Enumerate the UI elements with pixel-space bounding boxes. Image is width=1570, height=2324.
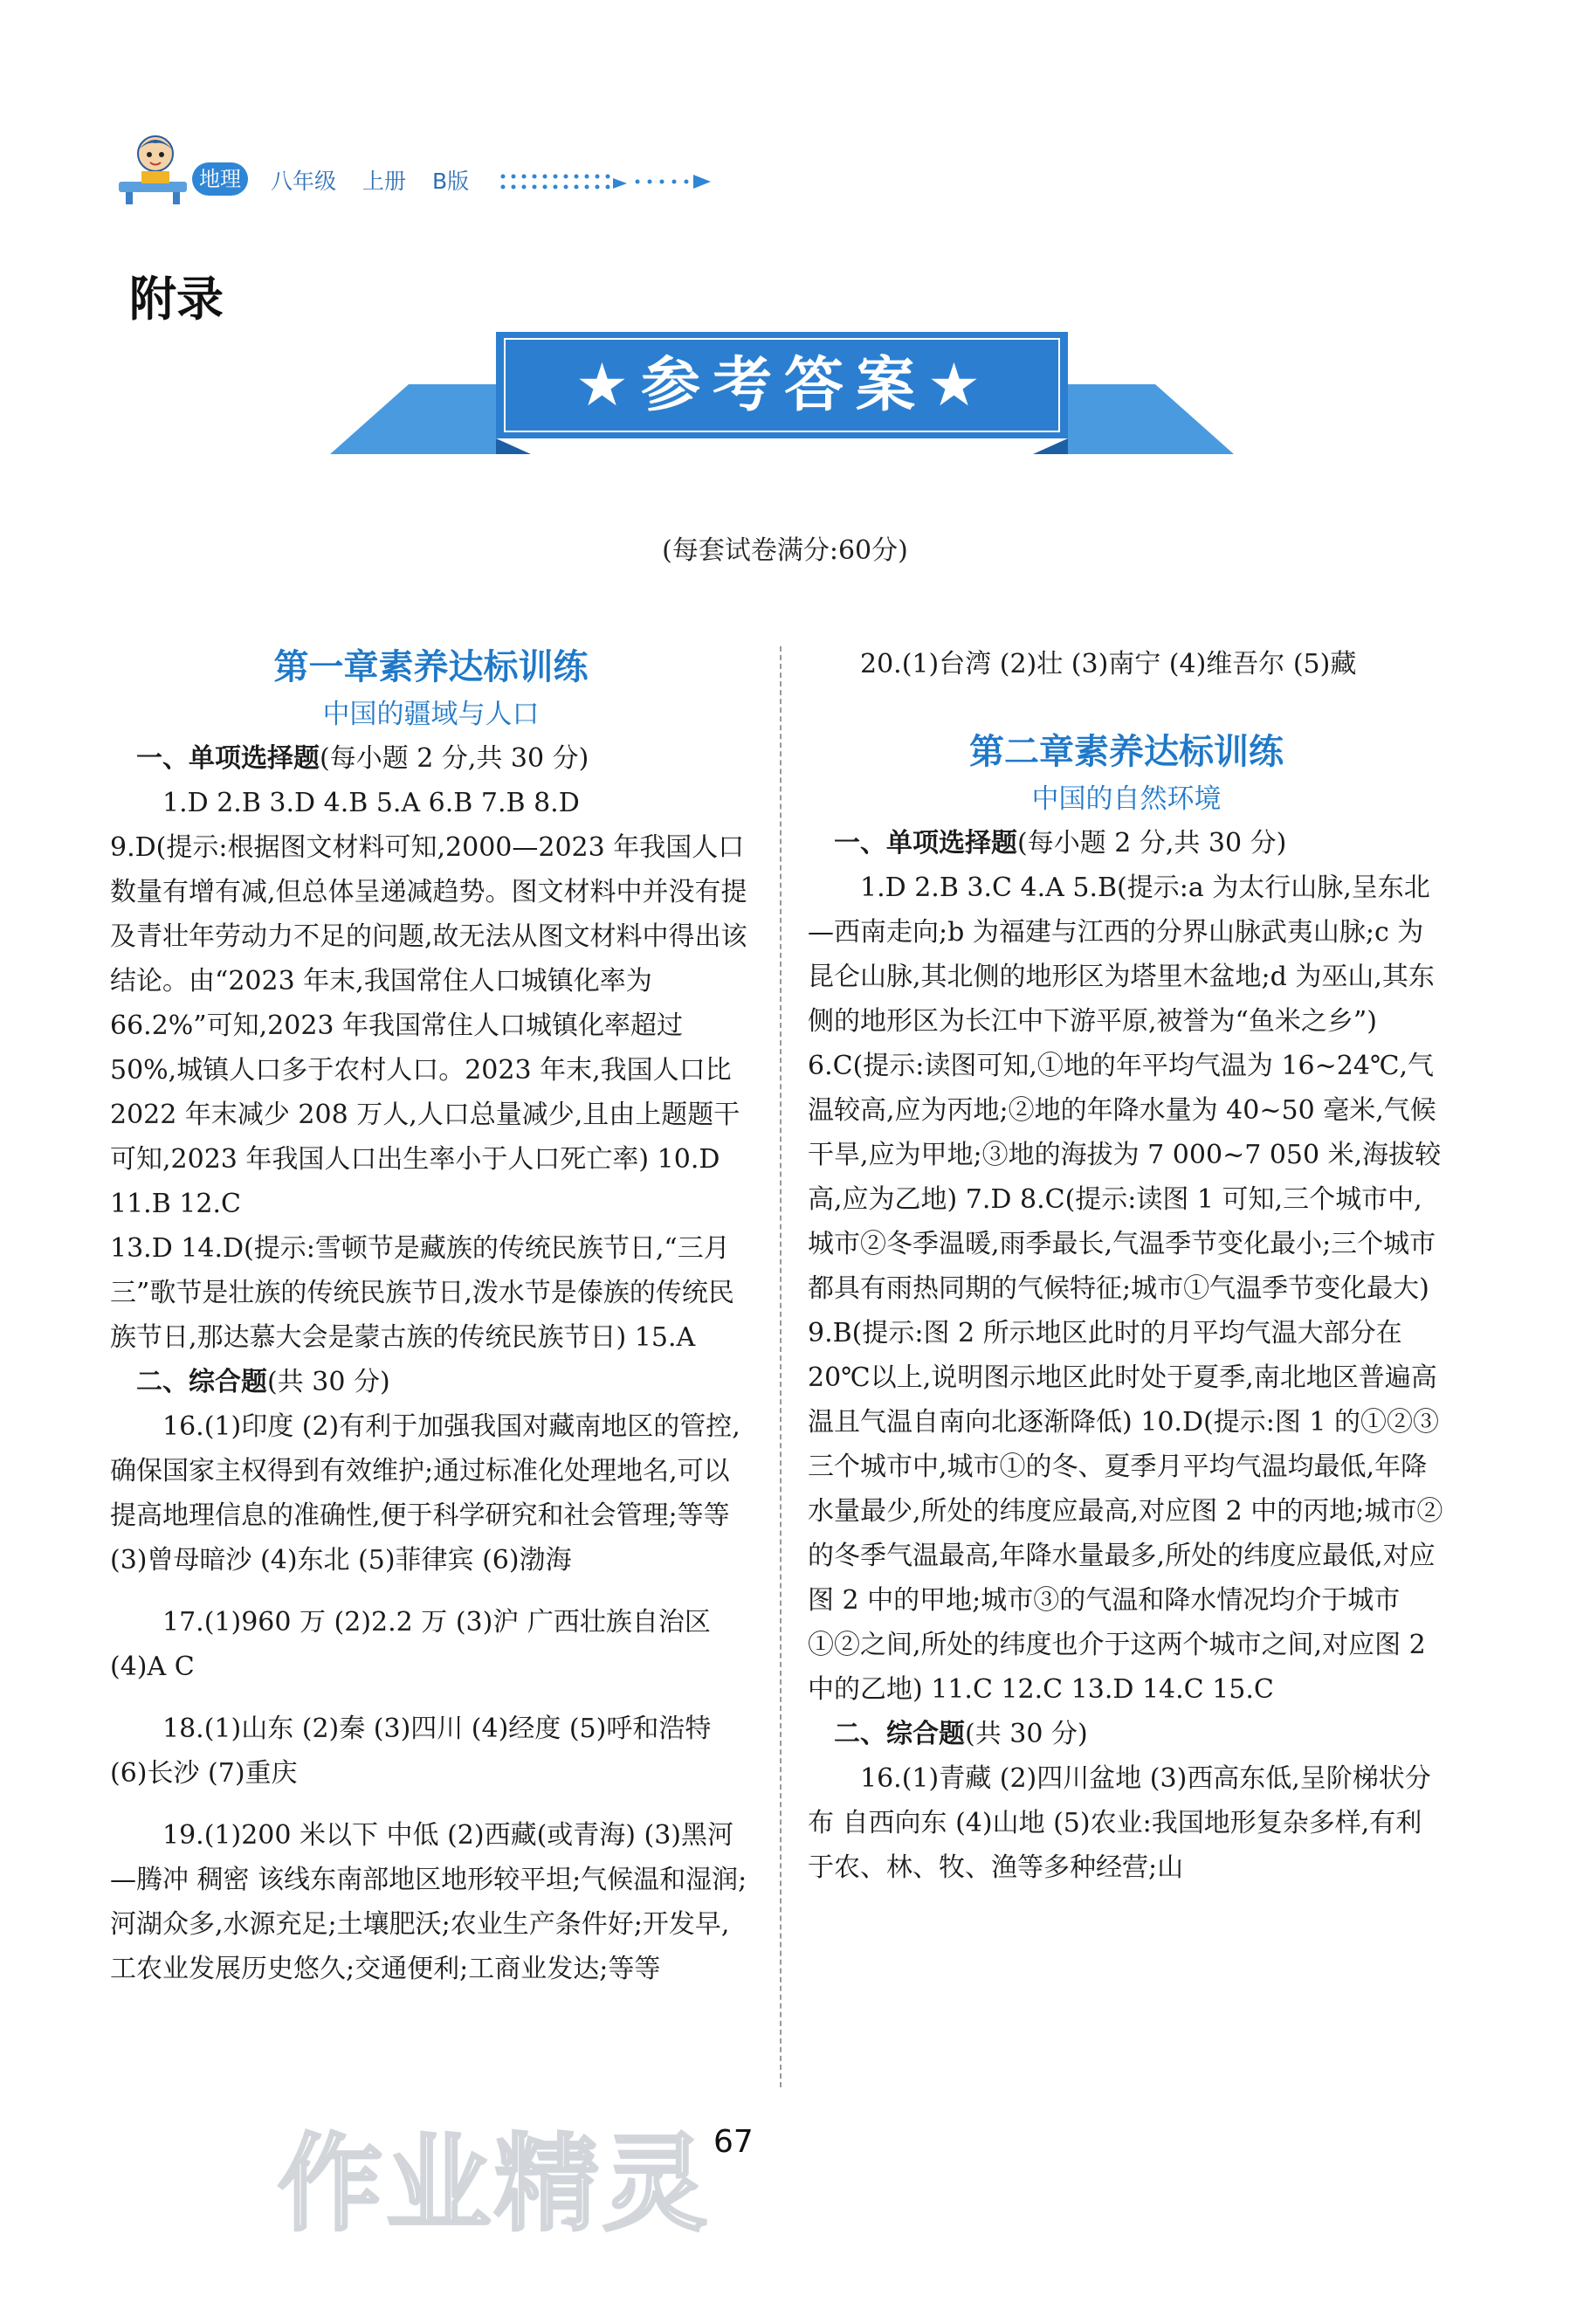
section-title: 一、单项选择题 [834,828,1017,859]
column-divider [780,646,782,2087]
section-note: (每小题 2 分,共 30 分) [320,743,589,774]
chapter1-subtitle: 中国的疆域与人口 [322,699,540,730]
answer-item: 16.(1)青藏 (2)四川盆地 (3)西高东低,呈阶梯状分布 自西向东 (4)山地 (5)农业:我国地形复杂多样,有利于农、林、牧、渔等多种经营;山 [808,1763,1431,1883]
watermark: 作业精灵 [278,2124,711,2245]
section-heading [110,736,752,781]
appendix-title: 附录 [129,272,224,327]
volume-label: 上册 [362,169,406,194]
answer-item: 17.(1)960 万 (2)2.2 万 (3)沪 广西壮族自治区 (4)A C [110,1607,711,1682]
dotted-arrow-icon [498,169,760,196]
section-heading [808,1712,1445,1756]
section-note: (每小题 2 分,共 30 分) [1017,828,1287,859]
banner-title: ★参考答案★ [575,351,993,420]
subject-badge: 地理 [192,162,248,196]
section-note: (共 30 分) [267,1367,390,1397]
right-column [808,642,1445,1890]
chapter1-title: 第一章素养达标训练 [273,646,589,687]
mascot-icon [114,131,196,205]
section-title: 二、综合题 [136,1367,267,1397]
answer-banner [330,332,1234,463]
answer-line: 1.D 2.B 3.C 4.A 5.B(提示:a 为太行山脉,呈东北—西南走向;b 为福建与江西的分界山脉武夷山脉;c 为昆仑山脉,其北侧的地形区为塔里木盆地;d 为巫山,其东侧的地形区为长江中下游平原,被誉为“鱼米之乡”) 6.C(提示:读图可知,①地的年平均气温为 16~24℃,气温较高,应为丙地;②地的年降水量为 40~50 毫米,气候干旱,应为甲地;③地的海拔为 7 000~7 050 米,海拔较高,应为乙地) 7.D 8.C(提示:读图 1 可知,三个城市中,城市②冬季温暖,雨季最长,气温季节变化最小;三个城市都具有雨热同期的气候特征;城市①气温季节变化最大) 9.B(提示:图 2 所示地区此时的月平均气温大部分在 20℃以上,说明图示地区此时处于夏季,南北地区普遍高温且气温自南向北逐渐降低) 10.D(提示:图 1 的①②③三个城市中,城市①的冬、夏季月平均气温均最低,年降水量最少,所处的纬度应最高,对应图 2 中的丙地;城市②的冬季气温最高,年降水量最多,所处的纬度应最低,对应图 2 中的甲地;城市③的气温和降水情况均介于城市①②之间,所处的纬度也介于这两个城市之间,对应图 2 中的乙地) 11.C 12.C 13.D 14.C 15.C [808,872,1443,1705]
answer-line: 1.D 2.B 3.D 4.B 5.A 6.B 7.B 8.D [162,788,580,818]
section-note: (共 30 分) [965,1719,1088,1749]
section-title: 一、单项选择题 [136,743,320,774]
left-column [110,642,752,1991]
score-note: (每套试卷满分:60分) [662,535,908,566]
chapter2-subtitle: 中国的自然环境 [1031,783,1222,815]
answer-item: 19.(1)200 米以下 中低 (2)西藏(或青海) (3)黑河—腾冲 稠密 该线东南部地区地形较平坦;气候温和湿润;河湖众多,水源充足;土壤肥沃;农业生产条件好;开发早,工农业发展历史悠久;交通便利;工商业发达;等等 [110,1820,747,1984]
edition-label: B版 [431,169,470,194]
page-header [114,131,777,201]
grade-label: 八年级 [271,169,337,194]
page-number: 67 [713,2124,754,2160]
answer-item: 16.(1)印度 (2)有利于加强我国对藏南地区的管控,确保国家主权得到有效维护;通过标准化处理地名,可以提高地理信息的准确性,便于科学研究和社会管理;等等 (3)曾母暗沙 (4)东北 (5)菲律宾 (6)渤海 [110,1411,740,1576]
section-heading [110,1360,752,1404]
answer-line: 9.D(提示:根据图文材料可知,2000—2023 年我国人口数量有增有减,但总体呈递减趋势。图文材料中并没有提及青壮年劳动力不足的问题,故无法从图文材料中得出该结论。由“2023 年末,我国常住人口城镇化率为 66.2%”可知,2023 年我国常住人口城镇化率超过 50%,城镇人口多于农村人口。2023 年末,我国人口比 2022 年末减少 208 万人,人口总量减少,且由上题题干可知,2023 年我国人口出生率小于人口死亡率) 10.D 11.B 12.C [110,832,747,1219]
book-meta [271,164,488,196]
answer-item: 20.(1)台湾 (2)壮 (3)南宁 (4)维吾尔 (5)藏 [860,649,1357,679]
answer-line: 13.D 14.D(提示:雪顿节是藏族的传统民族节日,“三月三”歌节是壮族的传统民族节日,泼水节是傣族的传统民族节日,那达慕大会是蒙古族的传统民族节日) 15.A [110,1233,734,1353]
answer-item: 18.(1)山东 (2)秦 (3)四川 (4)经度 (5)呼和浩特 (6)长沙 (7)重庆 [110,1714,712,1789]
section-heading [808,821,1445,865]
chapter2-title: 第二章素养达标训练 [969,731,1284,772]
section-title: 二、综合题 [834,1719,965,1749]
